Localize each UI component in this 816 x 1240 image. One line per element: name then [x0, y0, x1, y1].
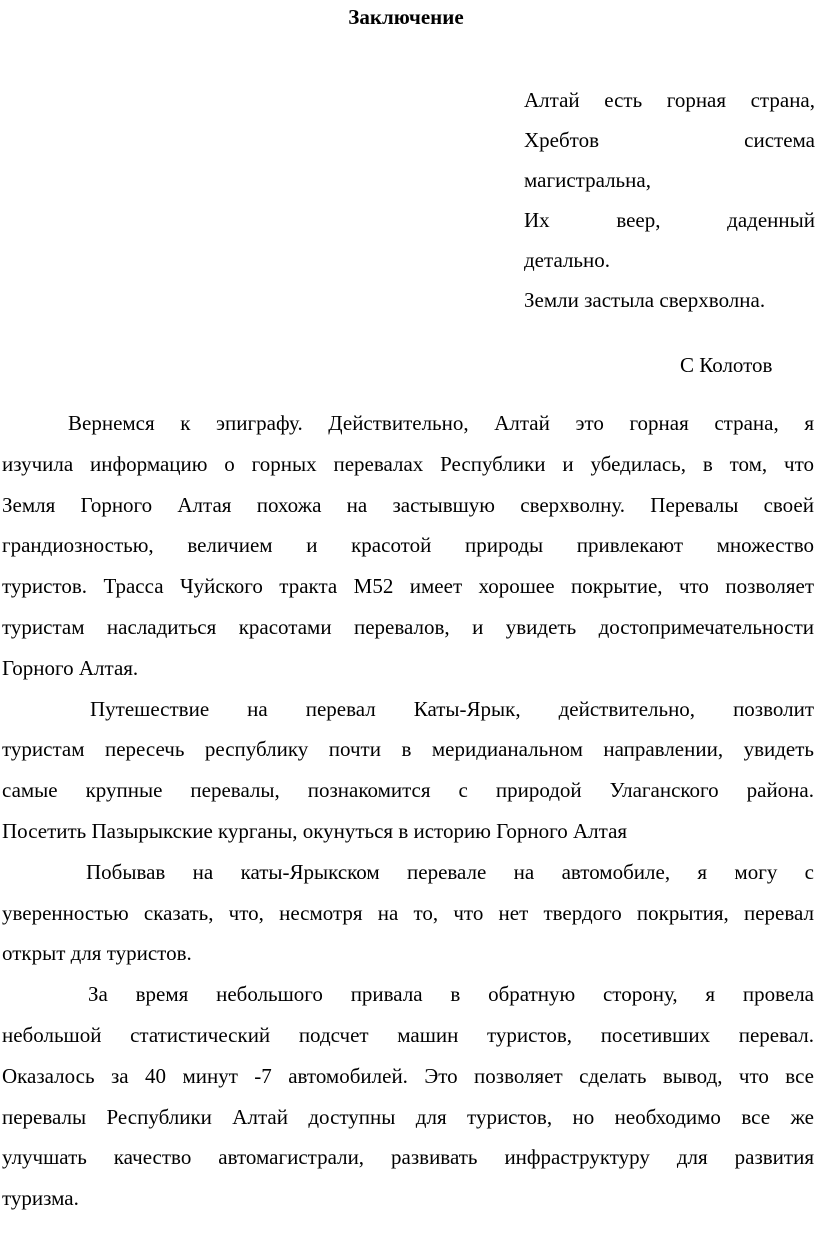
text-line: улучшать качество автомагистрали, развивать инфраструктуру для развития [2, 1145, 814, 1170]
epigraph-line: Хребтов система [524, 128, 815, 152]
text-line: Оказалось за 40 минут -7 автомобилей. Это позволяет сделать вывод, что все [2, 1063, 814, 1088]
text-line: За время небольшого привала в обратную сторону, я провела [88, 982, 814, 1007]
paragraph [2, 689, 814, 852]
epigraph-line: Земли застыла сверхволна. [524, 288, 766, 312]
text-line: уверенностью сказать, что, несмотря на то, что нет твердого покрытия, перевал [2, 900, 814, 925]
text-line: туризма. [2, 1186, 79, 1211]
paragraph [2, 852, 814, 974]
text-line: перевалы Республики Алтай доступны для туристов, но необходимо все же [2, 1104, 814, 1129]
text-line: Горного Алтая. [2, 655, 139, 680]
text-line: Вернемся к эпиграфу. Действительно, Алтай это горная страна, я [68, 411, 814, 435]
epigraph [524, 80, 815, 320]
epigraph-author: С Колотов [680, 353, 773, 377]
text-line: самые крупные перевалы, познакомится с природой Улаганского района. [2, 778, 814, 803]
text-line: туристам насладиться красотами перевалов, и увидеть достопримечательности [2, 614, 814, 639]
epigraph-line: Алтай есть горная страна, [524, 88, 815, 112]
text-line: небольшой статистический подсчет машин туристов, посетивших перевал. [2, 1022, 814, 1047]
body-text [2, 403, 814, 1219]
text-line: Побывав на каты-Ярыкском перевале на автомобиле, я могу с [86, 859, 814, 884]
text-line: Земля Горного Алтая похожа на застывшую сверхволну. Перевалы своей [2, 492, 814, 517]
text-line: открыт для туристов. [2, 941, 192, 966]
text-line: Путешествие на перевал Каты-Ярык, действительно, позволит [90, 696, 814, 721]
text-line: туристам пересечь республику почти в меридианальном направлении, увидеть [2, 737, 814, 762]
text-line: Посетить Пазырыкские курганы, окунуться в историю Горного Алтая [2, 818, 628, 843]
epigraph-line: магистральна, [524, 168, 651, 192]
text-line: туристов. Трасса Чуйского тракта М52 имеет хорошее покрытие, что позволяет [2, 574, 814, 599]
paragraph [2, 403, 814, 689]
paragraph [2, 974, 814, 1219]
text-line: грандиозностью, величием и красотой природы привлекают множество [2, 533, 814, 558]
epigraph-line: детально. [524, 248, 610, 272]
page-title: Заключение [348, 5, 464, 29]
text-line: изучила информацию о горных перевалах Республики и убедилась, в том, что [2, 451, 814, 476]
epigraph-line: Их веер, даденный [524, 208, 815, 232]
